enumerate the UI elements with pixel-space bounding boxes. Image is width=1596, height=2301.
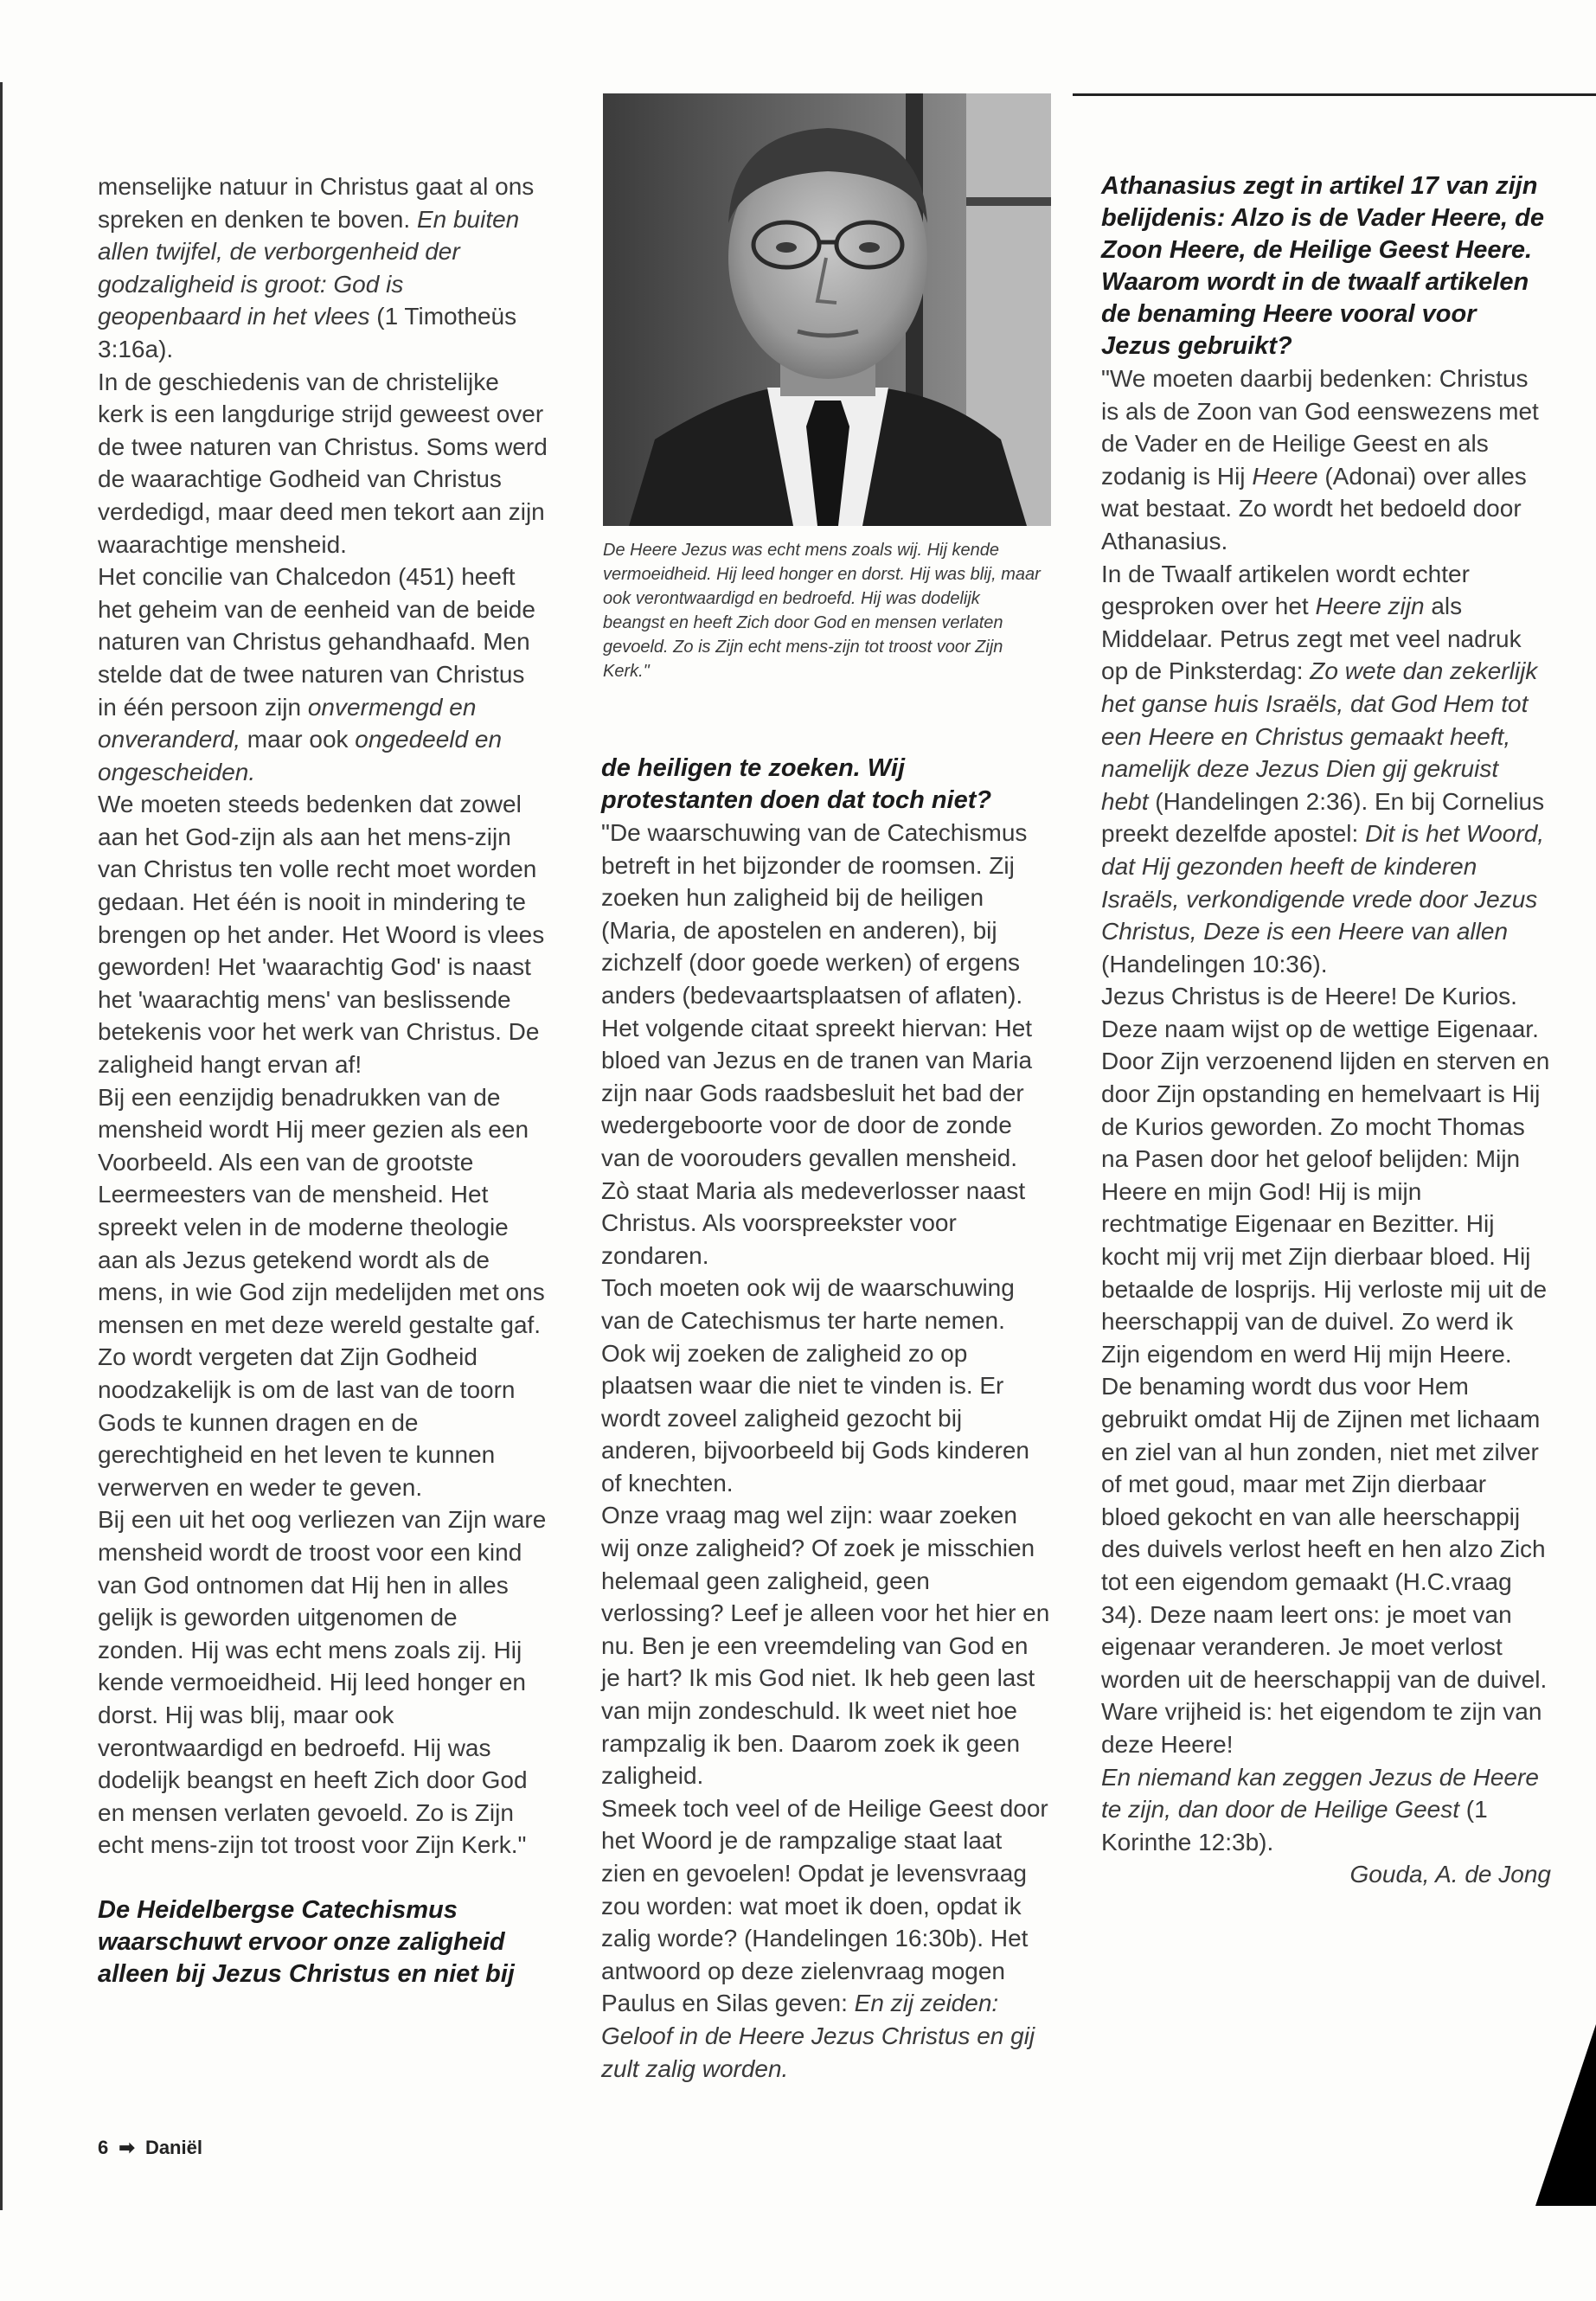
interview-question: Athanasius zegt in artikel 17 van zijn belijdenis: Alzo is de Vader Heere, de Zoon Heere, de Heilige Geest Heere. Waarom wordt in de twaalf artikelen de benaming Heere vooral voor Jezus gebruikt? [1101, 172, 1544, 360]
paragraph: In de Twaalf artikelen wordt echter gesproken over het Heere zijn als Middelaar. Petrus zegt met veel nadruk op de Pinksterdag: Zo wete dan zekerlijk het ganse huis Israëls, dat God Hem tot een Heere en Christus gemaakt heeft, namelijk deze Jezus Dien gij gekruist hebt (Handelingen 2:36). En bij Cornelius preekt dezelfde apostel: Dit is het Woord, dat Hij gezonden heeft de kinderen Israëls, verkondigende vrede door Jezus Christus, Deze is een Heere van allen (Handelingen 10:36). [1101, 560, 1545, 977]
column-2 [601, 753, 1051, 2085]
paragraph: Smeek toch veel of de Heilige Geest door het Woord je de rampzalige staat laat zien en gevoelen! Opdat je levensvraag zou worden: wat moet ik doen, opdat ik zalig worde? (Handelingen 16:30b). Het antwoord op deze zielenvraag mogen Paulus en Silas geven: En zij zeiden: Geloof in de Heere Jezus Christus en gij zult zalig worden. [601, 1794, 1048, 2082]
column-3 [1101, 170, 1551, 1891]
page-edge-left [0, 82, 3, 2210]
portrait-photo [603, 93, 1051, 526]
paragraph: Het concilie van Chalcedon (451) heeft het geheim van de eenheid van de beide naturen van Christus gehandhaafd. Men stelde dat de twee naturen van Christus in één persoon zijn onvermengd en onveranderd, maar ook ongedeeld en ongescheiden. [98, 563, 535, 785]
photo-caption: De Heere Jezus was echt mens zoals wij. Hij kende vermoeidheid. Hij leed honger en dorst. Hij was blij, maar ook verontwaardigd en bedroefd. Hij was dodelijk beangst en heeft Zich door God en mensen verlaten gevoeld. Zo is Zijn echt mens-zijn tot troost voor Zijn Kerk." [603, 541, 1041, 681]
corner-triangle [1535, 2024, 1596, 2206]
paragraph: menselijke natuur in Christus gaat al ons spreken en denken te boven. En buiten allen twijfel, de verborgenheid der godzaligheid is groot: God is geopenbaard in het vlees (1 Timotheüs 3:16a). [98, 173, 535, 362]
paragraph: Bij een uit het oog verliezen van Zijn ware mensheid wordt de troost voor een kind van God ontnomen dat Hij hen in alles gelijk is geworden uitgenomen de zonden. Hij was echt mens zoals zij. Hij kende vermoeidheid. Hij leed honger en dorst. Hij was blij, maar ook verontwaardigd en bedroefd. Hij was dodelijk beangst en heeft Zich door God en mensen verlaten gevoeld. Zo is Zijn echt mens-zijn tot troost voor Zijn Kerk." [98, 1506, 547, 1859]
page-number: 6 [98, 2137, 109, 2158]
paragraph: "De waarschuwing van de Catechismus betreft in het bijzonder de roomsen. Zij zoeken hun zaligheid bij de heiligen (Maria, de apostelen en anderen), bij zichzelf (door goede werken) of ergens anders (bedevaartsplaatsen of aflaten). [601, 819, 1028, 1009]
paragraph: In de geschiedenis van de christelijke kerk is een langdurige strijd geweest over de twee naturen van Christus. Soms werd de waarachtige Godheid van Christus verdedigd, maar deed men tekort aan zijn waarachtige mensheid. [98, 368, 548, 558]
column-1 [98, 170, 548, 1990]
magazine-name: Daniël [144, 2137, 202, 2158]
paragraph: We moeten steeds bedenken dat zowel aan het God-zijn als aan het mens-zijn van Christus ten volle recht moet worden gedaan. Het één is nooit in mindering te brengen op het ander. Het Woord is vlees geworden! Het 'waarachtig God' is naast het 'waarachtig mens' van beslissende betekenis voor het werk van Christus. De zaligheid hangt ervan af! [98, 791, 545, 1079]
interview-question: de heiligen te zoeken. Wij protestanten doen dat toch niet? [601, 754, 992, 814]
portrait-image [603, 93, 1051, 526]
paragraph: De benaming wordt dus voor Hem gebruikt omdat Hij de Zijnen met lichaam en ziel van al hun zonden, niet met zilver of met goud, maar met Zijn dierbaar bloed gekocht en van alle heerschappij des duivels verlost heeft en hen alzo Zich tot een eigendom gemaakt (H.C.vraag 34). Deze naam leert ons: je moet van eigenaar veranderen. Je moet verlost worden uit de heerschappij van de duivel. Ware vrijheid is: het eigendom te zijn van deze Heere! [1101, 1373, 1548, 1758]
interview-question: De Heidelbergse Catechismus waarschuwt ervoor onze zaligheid alleen bij Jezus Christus en niet bij [98, 1895, 515, 1988]
paragraph: Onze vraag mag wel zijn: waar zoeken wij onze zaligheid? Of zoek je misschien helemaal geen zaligheid, geen verlossing? Leef je alleen voor het hier en nu. Ben je een vreemdeling van God en je hart? Ik mis God niet. Ik heb geen last van mijn zondeschuld. Ik weet niet hoe rampzalig ik ben. Daarom zoek ik geen zaligheid. [601, 1502, 1050, 1790]
paragraph: Toch moeten ook wij de waarschuwing van de Catechismus ter harte nemen. Ook wij zoeken de zaligheid zo op plaatsen waar die niet te vinden is. Er wordt zoveel zaligheid gezocht bij anderen, bijvoorbeeld bij Gods kinderen of knechten. [601, 1274, 1029, 1497]
paragraph: Het volgende citaat spreekt hiervan: Het bloed van Jezus en de tranen van Maria zijn naar Gods raadsbesluit het bad der wedergeboorte voor de door de zonde van de voorouders gevallen mensheid. Zò staat Maria als medeverlosser naast Christus. Als voorspreekster voor zondaren. [601, 1014, 1033, 1269]
author-signature: Gouda, A. de Jong [1349, 1861, 1551, 1888]
paragraph: Bij een eenzijdig benadrukken van de mensheid wordt Hij meer gezien als een Voorbeeld. Als een van de grootste Leermeesters van de mensheid. Het spreekt velen in de moderne theologie aan als Jezus getekend wordt als de mens, in wie God zijn medelijden met ons mensen en met deze wereld gestalte gaf. [98, 1083, 545, 1338]
page-footer [98, 2137, 202, 2159]
paragraph: Jezus Christus is de Heere! De Kurios. Deze naam wijst op de wettige Eigenaar. Door Zijn verzoenend lijden en sterven en door Zijn opstanding en hemelvaart is Hij de Kurios geworden. Zo mocht Thomas na Pasen door het geloof belijden: Mijn Heere en mijn God! Hij is mijn rechtmatige Eigenaar en Bezitter. Hij kocht mij vrij met Zijn dierbaar bloed. Hij betaalde de losprijs. Hij verloste mij uit de heerschappij van de duivel. Zo werd ik Zijn eigendom en werd Hij mijn Heere. [1101, 983, 1550, 1368]
top-rule [1073, 93, 1596, 96]
arrow-icon: ➡ [119, 2137, 135, 2158]
paragraph: En niemand kan zeggen Jezus de Heere te zijn, dan door de Heilige Geest (1 Korinthe 12:3b). [1101, 1763, 1539, 1856]
paragraph: "We moeten daarbij bedenken: Christus is als de Zoon van God eenswezens met de Vader en de Heilige Geest en als zodanig is Hij Heere (Adonai) over alles wat bestaat. Zo wordt het bedoeld door Athanasius. [1101, 365, 1539, 554]
paragraph: Zo wordt vergeten dat Zijn Godheid noodzakelijk is om de last van de toorn Gods te kunnen dragen en de gerechtigheid en het leven te kunnen verwerven en weder te geven. [98, 1343, 516, 1501]
